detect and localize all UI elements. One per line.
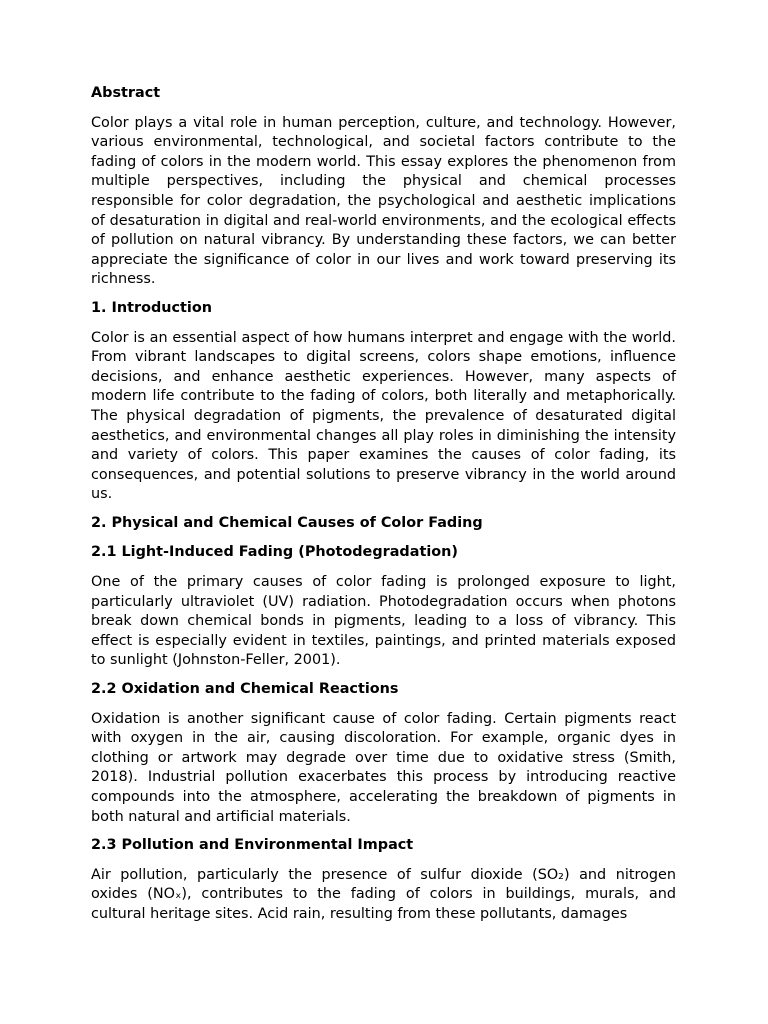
introduction-heading: 1. Introduction	[91, 299, 212, 316]
pollution-heading: 2.3 Pollution and Environmental Impact	[91, 837, 414, 854]
oxidation-paragraph: Oxidation is another significant cause of color fading. Certain pigments react with oxygen in the air, causing discoloration. For example, organic dyes in clothing or artwork may degrade over time due to oxidative stress (Smith, 2018). Industrial pollution exacerbates this process by introducing reactive compounds into the atmosphere, accelerating the breakdown of pigments in both natural and artificial materials.	[91, 710, 676, 825]
abstract-paragraph: Color plays a vital role in human perception, culture, and technology. However, various environmental, technological, and societal factors contribute to the fading of colors in the modern world. This essay explores the phenomenon from multiple perspectives, including the physical and chemical processes responsible for color degradation, the psychological and aesthetic implications of desaturation in digital and real-world environments, and the ecological effects of pollution on natural vibrancy. By understanding these factors, we can better appreciate the significance of color in our lives and work toward preserving its richness.	[91, 114, 676, 288]
oxidation-heading: 2.2 Oxidation and Chemical Reactions	[91, 681, 399, 698]
introduction-paragraph: Color is an essential aspect of how humans interpret and engage with the world. From vibrant landscapes to digital screens, colors shape emotions, influence decisions, and enhance aesthetic experiences. However, many aspects of modern life contribute to the fading of colors, both literally and metaphorically. The physical degradation of pigments, the prevalence of desaturated digital aesthetics, and environmental changes all play roles in diminishing the intensity and variety of colors. This paper examines the causes of color fading, its consequences, and potential solutions to preserve vibrancy in the world around us.	[91, 329, 676, 503]
light-induced-fading-heading: 2.1 Light-Induced Fading (Photodegradation)	[91, 544, 458, 561]
physical-chemical-causes-heading: 2. Physical and Chemical Causes of Color Fading	[91, 514, 483, 531]
abstract-heading: Abstract	[91, 85, 161, 101]
document-page	[91, 84, 676, 925]
light-induced-fading-paragraph: One of the primary causes of color fading is prolonged exposure to light, particularly ultraviolet (UV) radiation. Photodegradation occurs when photons break down chemical bonds in pigments, leading to a loss of vibrancy. This effect is especially evident in textiles, paintings, and printed materials exposed to sunlight (Johnston-Feller, 2001).	[91, 574, 676, 669]
pollution-paragraph: Air pollution, particularly the presence of sulfur dioxide (SO₂) and nitrogen oxides (NOₓ), contributes to the fading of colors in buildings, murals, and cultural heritage sites. Acid rain, resulting from these pollutants, damages	[91, 866, 676, 922]
